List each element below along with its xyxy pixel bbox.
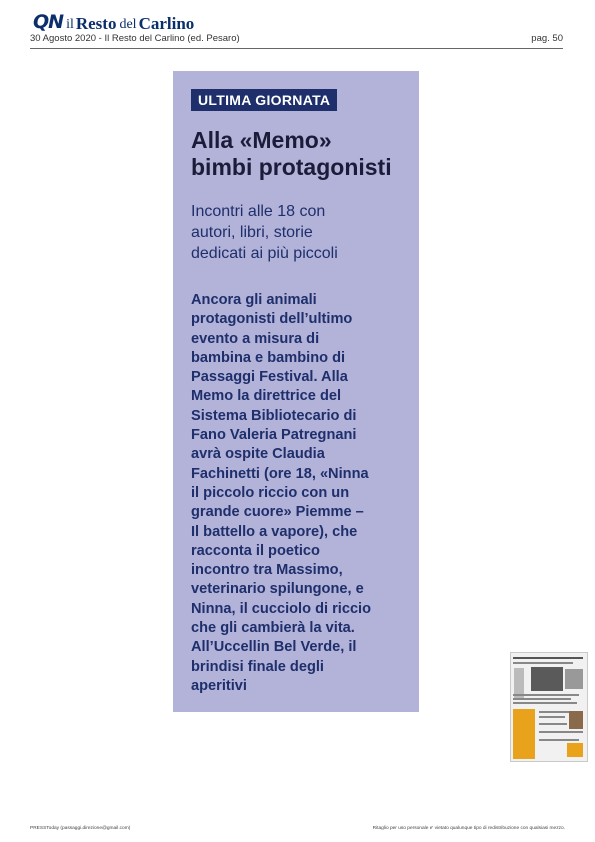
qn-logo: QN	[33, 11, 64, 33]
body-line: bambina e bambino di	[191, 349, 346, 366]
logo-word-il: il	[66, 17, 74, 32]
newspaper-masthead	[33, 10, 194, 32]
body-line: Sistema Bibliotecario di	[191, 407, 357, 424]
subhead-line: Incontri alle 18 con	[191, 203, 326, 220]
body-line: incontro tra Massimo,	[191, 562, 343, 579]
footer-disclaimer: Ritaglio per uso personale e' vietato qualunque tipo di redistribuzione con qualsiasi mezzo.	[372, 826, 565, 831]
article-box	[173, 71, 419, 712]
body-line: Ninna, il cucciolo di riccio	[191, 600, 372, 617]
page-header	[30, 33, 563, 44]
subhead-line: autori, libri, storie	[191, 224, 313, 241]
body-line: protagonisti dell’ultimo	[191, 311, 353, 328]
body-line: che gli cambierà la vita.	[191, 620, 355, 637]
footer-source: PRESSToday (passaggi.direzione@gmail.com)	[30, 826, 131, 831]
header-divider	[30, 48, 563, 49]
body-line: evento a misura di	[191, 330, 320, 347]
body-line: grande cuore» Piemme –	[191, 504, 364, 521]
article-subhead	[191, 201, 416, 264]
body-line: brindisi finale degli	[191, 658, 324, 675]
page-number: pag. 50	[531, 33, 563, 44]
subhead-line: dedicati ai più piccoli	[191, 245, 338, 262]
page-footer	[30, 826, 565, 831]
body-line: Fano Valeria Patregnani	[191, 427, 357, 444]
article-headline	[191, 127, 416, 181]
logo-word-del: del	[119, 17, 137, 32]
body-line: Memo la direttrice del	[191, 388, 342, 405]
body-line: aperitivi	[191, 677, 247, 694]
body-line: Passaggi Festival. Alla	[191, 369, 348, 386]
body-line: Fachinetti (ore 18, «Ninna	[191, 465, 369, 482]
article-body	[191, 291, 415, 696]
body-line: avrà ospite Claudia	[191, 446, 325, 463]
headline-line: Alla «Memo»	[191, 127, 332, 153]
page-thumbnail	[510, 652, 588, 762]
body-line: All’Uccellin Bel Verde, il	[191, 639, 357, 656]
body-line: Ancora gli animali	[191, 292, 317, 308]
body-line: racconta il poetico	[191, 542, 320, 559]
body-line: Il battello a vapore), che	[191, 523, 358, 540]
logo-word-carlino: Carlino	[138, 14, 195, 33]
logo-word-resto: Resto	[75, 14, 117, 33]
dateline: 30 Agosto 2020 - Il Resto del Carlino (ed. Pesaro)	[30, 33, 240, 44]
body-line: il piccolo riccio con un	[191, 484, 350, 501]
article-kicker: ULTIMA GIORNATA	[191, 89, 337, 111]
headline-line: bimbi protagonisti	[191, 154, 392, 180]
body-line: veterinario spilungone, e	[191, 581, 364, 598]
